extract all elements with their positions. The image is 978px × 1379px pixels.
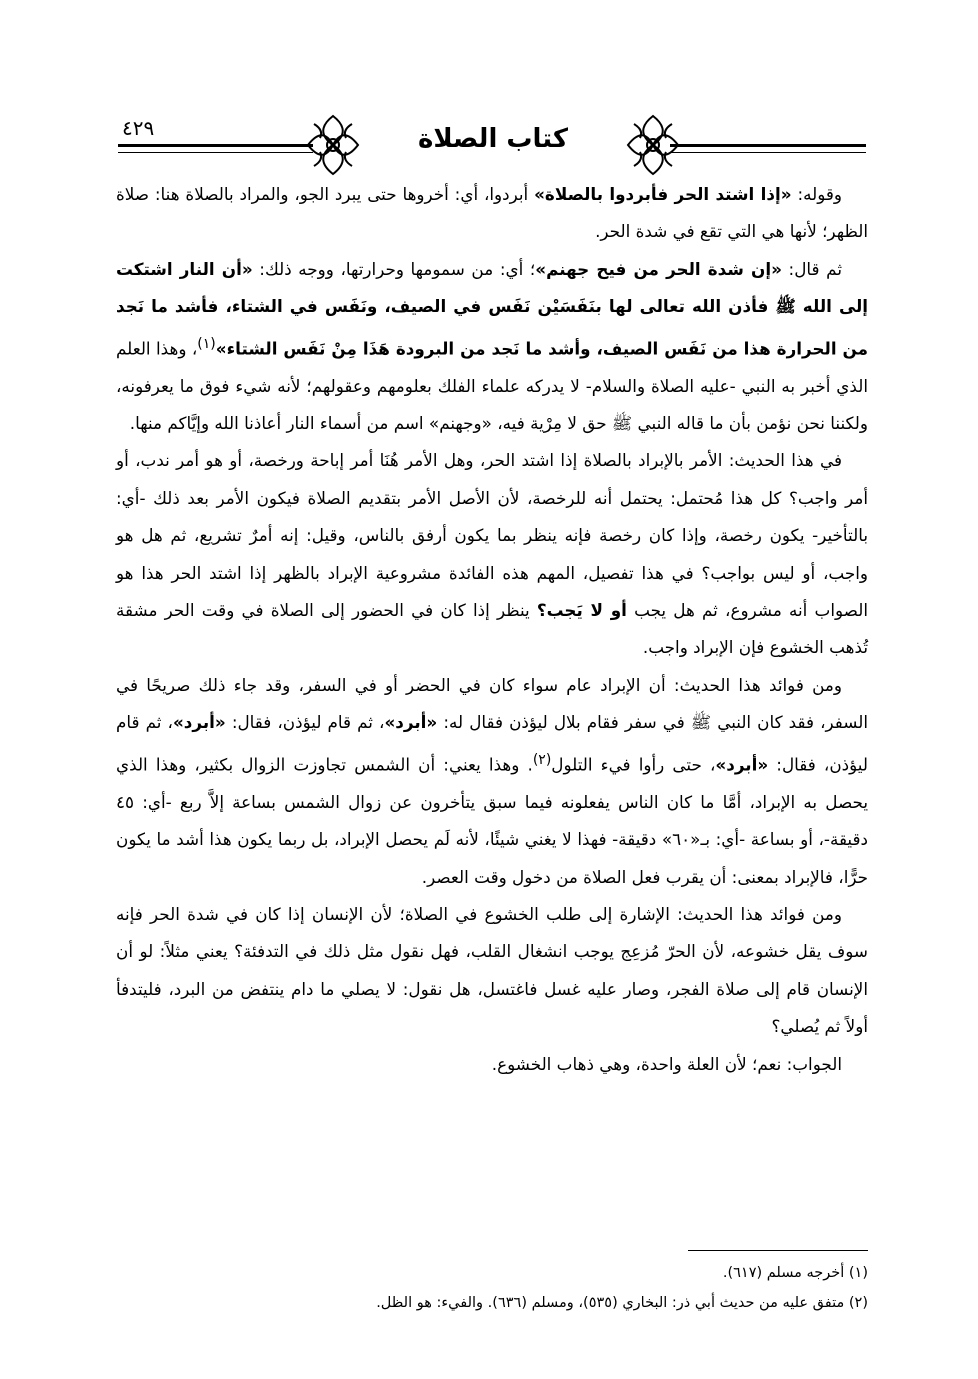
hadith-quote: «إذا اشتد الحر فأبردوا بالصلاة» bbox=[534, 184, 792, 204]
header-rule-left bbox=[118, 144, 313, 147]
paragraph bbox=[116, 176, 868, 251]
hadith-quote: «أبرد» bbox=[715, 754, 769, 775]
text-run: وقوله: bbox=[791, 184, 842, 204]
footnote-2: (٢) متفق عليه من حديث أبي ذر: البخاري (٥٣٥)، ومسلم (٦٣٦). والفيء: هو الظل. bbox=[376, 1295, 868, 1311]
text-run: ومن فوائد هذا الحديث: الإشارة إلى طلب الخشوع في الصلاة؛ لأن الإنسان إذا كان في شدة الحر فإنه سوف يقل خشوعه، لأن الحرّ مُزعِج يوجب انشغال القلب، فهل نقول مثل ذلك في التدفئة؟ يعني مثلاً: لو أن الإنسان قام إلى صلاة الفجر، وصار عليه غسل فاغتسل، هل نقول: لا يصلي ما دام ينتفض من البرد، فليتدفأ أولاً ثم يُصلي؟ bbox=[116, 903, 868, 1037]
paragraph bbox=[116, 667, 868, 896]
hadith-quote: «إن شدة الحر من فيح جهنم» bbox=[535, 258, 782, 279]
header-ornament-left-icon bbox=[302, 112, 364, 178]
text-run: . وهذا يعني: أن الشمس تجاوزت الزوال بكثير، وهذا الذي يحصل به الإبراد، أمَّا ما كان الناس يفعلونه فيما سبق يتأخرون عن زوال الشمس بساعة إلاَّ ربع -أي: ٤٥ دقيقة-، أو بساعة -أي: بـ«٦٠» دقيقة- فهذا لا يغني شيئًا، لأنه لَم يحصل الإبراد، بل ربما يكون هذا أشد ما يكون حرًّا، فالإبراد بمعنى: أن يقرب فعل الصلاة من دخول وقت العصر. bbox=[116, 754, 868, 887]
text-run: ثم قال: bbox=[781, 258, 842, 279]
text-run: أبردوا، أي: أخروها حتى يبرد الجو، والمراد بالصلاة هنا: صلاة الظهر؛ لأنها هي التي تقع في شدة الحر. bbox=[116, 184, 868, 242]
section-title: كتاب الصلاة bbox=[417, 124, 569, 154]
header-rule-right-thin bbox=[670, 152, 866, 153]
hadith-quote: «أن النار اشتكت إلى الله ﷺ فأذن الله تعالى لها بنَفَسَيْن نَفَس في الصيف، ونَفَس في الشتاء، فأشد ما نَجد من الحرارة هذا من نَفَس الصيف، وأشد ما نَجد من البرودة هَذَا مِنْ نَفَس الشتاء» bbox=[116, 258, 868, 359]
page-header bbox=[118, 112, 866, 178]
paragraph bbox=[116, 1046, 868, 1083]
header-ornament-right-icon bbox=[622, 112, 684, 178]
text-run: ، ثم قام ليؤذن، فقال: bbox=[116, 712, 868, 775]
paragraph bbox=[116, 251, 868, 443]
text-run: ، حتى رأوا فيء التلول bbox=[551, 754, 716, 775]
text-run: في هذا الحديث: الأمر بالإبراد بالصلاة إذا اشتد الحر، وهل الأمر هُنَا أمر إباحة ورخصة، أو هو أمر ندب، أو أمر واجب؟ كل هذا مُحتمل: يحتمل أنه للرخصة، لأن الأصل الأمر بتقديم الصلاة فيكون الأمر بعد ذلك -أي: بالتأخير- يكون رخصة، وإذا كان رخصة فإنه ينظر بما يكون أرفق بالناس، وقيل: إنه أمرٌ تشريع، ثم هل هو واجب، أو ليس بواجب؟ في هذا تفصيل، المهم هذه الفائدة مشروعية الإبراد بالظهر إذا اشتد الحر هذا هو الصواب أنه مشروع، ثم هل يجب bbox=[116, 450, 868, 621]
text-run: ، ثم قام ليؤذن، فقال: bbox=[225, 712, 385, 733]
page-number: ٤٢٩ bbox=[122, 116, 155, 140]
text-run: ومن فوائد هذا الحديث: أن الإبراد عام سواء كان في الحضر أو في السفر، وقد جاء ذلك صريحًا في السفر، فقد كان النبي ﷺ في سفر فقام بلال ليؤذن فقال له: bbox=[116, 674, 868, 733]
text-run: الجواب: نعم؛ لأن العلة واحدة، وهي ذهاب الخشوع. bbox=[491, 1053, 842, 1074]
body-text bbox=[116, 176, 868, 1083]
header-rule-left-thin bbox=[118, 152, 313, 153]
paragraph bbox=[116, 896, 868, 1046]
hadith-quote: «أبرد» bbox=[172, 712, 226, 733]
footnote-ref: (٢) bbox=[532, 751, 552, 768]
footnote-ref: (١) bbox=[197, 335, 216, 352]
footnote-1: (١) أخرجه مسلم (٦١٧). bbox=[722, 1265, 868, 1281]
footnotes bbox=[116, 1258, 868, 1318]
paragraph bbox=[116, 442, 868, 666]
text-run: ؛ أي: من سمومها وحرارتها، ووجه ذلك: bbox=[252, 258, 536, 279]
bold-phrase: أو لا يَجب؟ bbox=[536, 600, 627, 621]
hadith-quote: «أبرد» bbox=[384, 712, 438, 733]
header-rule-right bbox=[670, 144, 866, 147]
text-run: ، وهذا العلم الذي أخبر به النبي -عليه الصلاة والسلام- لا يدركه علماء الفلك بعلومهم وعقولهم؛ لأنه شيء فوق ما يعرفونه، ولكننا نحن نؤمن بأن ما قاله النبي ﷺ حق لا مِرْية فيه، «وجهنم» اسم من أسماء النار أعاذنا الله وإيَّاكم منها. bbox=[116, 338, 868, 434]
footnote-separator bbox=[688, 1250, 868, 1251]
text-run: ينظر إذا كان في الحضور إلى الصلاة في وقت الحر مشقة تُذهب الخشوع فإن الإبراد واجب. bbox=[116, 600, 868, 658]
